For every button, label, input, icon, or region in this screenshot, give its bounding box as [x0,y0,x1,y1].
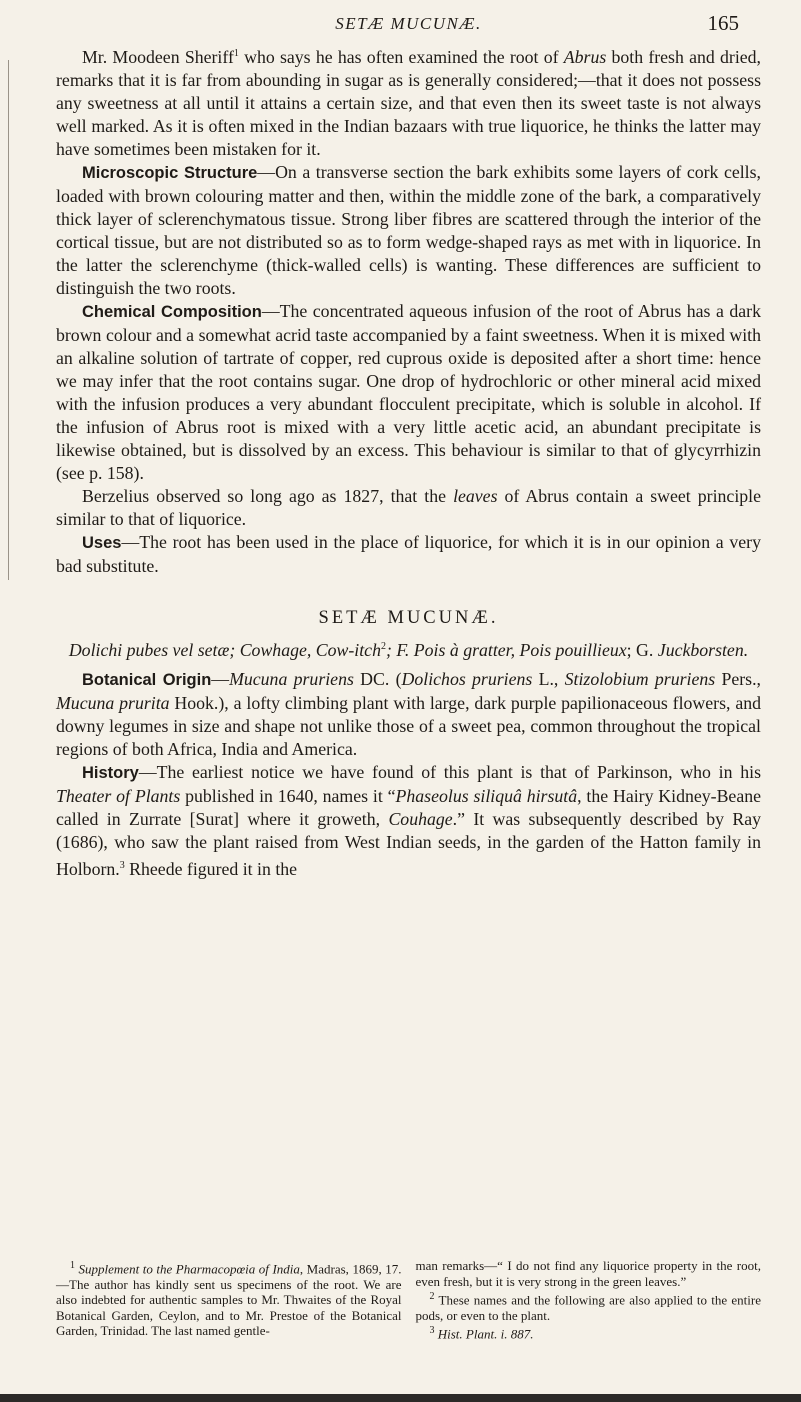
paragraph-lead: Uses [82,533,122,552]
page-number: 165 [707,11,739,35]
running-title: SETÆ MUCUNÆ. [335,14,482,33]
paragraph-lead: Microscopic Structure [82,163,258,182]
footnote-column-right [416,1258,762,1342]
footnote-title: Supplement to the Pharmacopœia of India [75,1261,300,1277]
footnote-number: 1 [70,1260,75,1271]
footnote-2 [416,1289,762,1323]
text-run: —The concentrated aqueous infusion of the root of Abrus has a dark brown colour and a somewhat acrid taste accompanied by a faint sweetness. When it is mixed with an alkaline solution of tartrate of copper, red cuprous oxide is deposited after a short time: hence we may infer that the root contains sugar. One drop of hydrochloric or other mineral acid mixed with the infusion produces a very abundant flocculent precipitate, which is soluble in alcohol. If the infusion of Abrus root is mixed with a very little acetic acid, an abundant precipitate is likewise obtained, but is dissolved by an excess. This behaviour is similar to that of glycyrrhizin (see p. 158). [56,300,761,483]
paragraph-botanical-origin [56,668,761,761]
text-run: .” It was subsequently described by Ray (1686), who saw the plant raised from West Indian seeds, in the garden of the Hatton family in Holborn. [56,808,761,879]
text-run: Pers., [715,668,761,689]
margin-line [8,60,9,580]
text-run: who says he has often examined the root of [238,46,564,67]
footnote-number: 2 [429,1291,435,1302]
footnote-text: Hist. Plant. i. 887. [434,1326,534,1342]
paragraph-microscopic-structure [56,161,761,300]
text-run: L., [532,668,565,689]
text-run: Mr. Moodeen Sheriff [82,46,234,67]
latin-name: Phaseolus siliquâ hirsutâ [395,785,578,806]
paragraph-lead: Botanical Origin [82,670,212,689]
book-title: Theater of Plants [56,785,181,806]
emphasis: Couhage [388,808,453,829]
section-heading: SETÆ MUCUNÆ. [318,607,499,628]
species-name: Dolichos pruriens [401,668,533,689]
emphasis: leaves [453,485,498,506]
synonym-names: Juckborsten. [657,639,749,660]
page-bottom-edge [0,1394,801,1402]
running-head [56,8,761,36]
genus-name: Abrus [563,46,607,67]
synonym-names: Dolichi pubes vel setæ; Cowhage, Cow-itch [68,639,381,660]
species-name: Mucuna pruriens [229,668,354,689]
paragraph-uses [56,531,761,578]
text-run: , the Hairy Kidney-Beane called in Zurrate [Surat] where it groweth, [56,785,762,829]
body-text [56,42,761,881]
footnote-ref: 1 [233,48,239,59]
footnotes [56,1258,761,1342]
footnote-1-continued: man remarks—“ I do not find any liquorice property in the root, even fresh, but it is very strong in the green leaves.” [415,1258,761,1289]
text-run: Rheede figured it in the [124,858,298,879]
text-run: DC. ( [353,668,402,689]
paragraph-lead: History [82,763,139,782]
text-run: published in 1640, names it “ [180,785,396,806]
footnote-ref: 3 [119,859,125,871]
footnote-ref: 2 [380,640,386,652]
synonym-names: Pois à gratter, Pois pouillieux [413,639,627,660]
text-run: Berzelius observed so long ago as 1827, that the [82,485,454,506]
footnote-3 [416,1323,762,1342]
paragraph-history [56,761,761,881]
paragraph-berzelius [56,485,761,531]
text-run: Hook.), a lofty climbing plant with large, dark purple papilionaceous flowers, and downy legumes in size and shape not unlike those of a sweet pea, common throughout the tropical regions of both Africa, India and America. [56,692,761,759]
footnote-number: 3 [429,1325,435,1337]
text-run: of Abrus contain a sweet principle similar to that of liquorice. [56,485,761,529]
text-run: — [211,668,230,689]
paragraph-chemical-composition [56,300,761,485]
text-run: —On a transverse section the bark exhibits some layers of cork cells, loaded with brown colouring matter and then, within the middle zone of the bark, a comparatively thick layer of sclerenchymatous tissue. Strong liber fibres are scattered through the interior of the cortical tissue, but are not distributed so as to form wedge-shaped rays as met with in liquorice. In the latter the sclerenchyme (thick-walled cells) is wanting. These differences are sufficient to distinguish the two roots. [56,161,761,298]
footnote-1 [56,1258,402,1339]
text-run: ; G. [626,639,658,660]
species-name: Mucuna prurita [56,692,170,713]
synonyms-line [56,635,761,662]
footnote-column-left [56,1258,402,1342]
footnote-text: , Madras, 1869, 17.—The author has kindly sent us specimens of the root. We are also indebted for authentic samples to Mr. Thwaites of the Royal Botanical Garden, Ceylon, and to Mr. Prestoe of the Botanical Garden, Trinidad. The last named gentle- [56,1261,402,1339]
paragraph-lead: Chemical Composition [82,302,262,321]
text-run: both fresh and dried, remarks that it is far from abounding in sugar as is generally considered;—that it does not possess any sweetness at all until it attains a certain size, and that even then its sweet taste is not always well marked. As it is often mixed in the Indian bazaars with true liquorice, he thinks the latter may have sometimes been mistaken for it. [56,46,761,159]
text-run: —The earliest notice we have found of this plant is that of Parkinson, who in his [138,761,761,782]
footnote-text: These names and the following are also applied to the entire pods, or even to the plant. [415,1292,761,1323]
text-run: —The root has been used in the place of liquorice, for which it is in our opinion a very bad substitute. [56,531,761,576]
text-run: ; F. [385,639,414,660]
paragraph-sheriff [56,42,761,161]
species-name: Stizolobium pruriens [564,668,716,689]
